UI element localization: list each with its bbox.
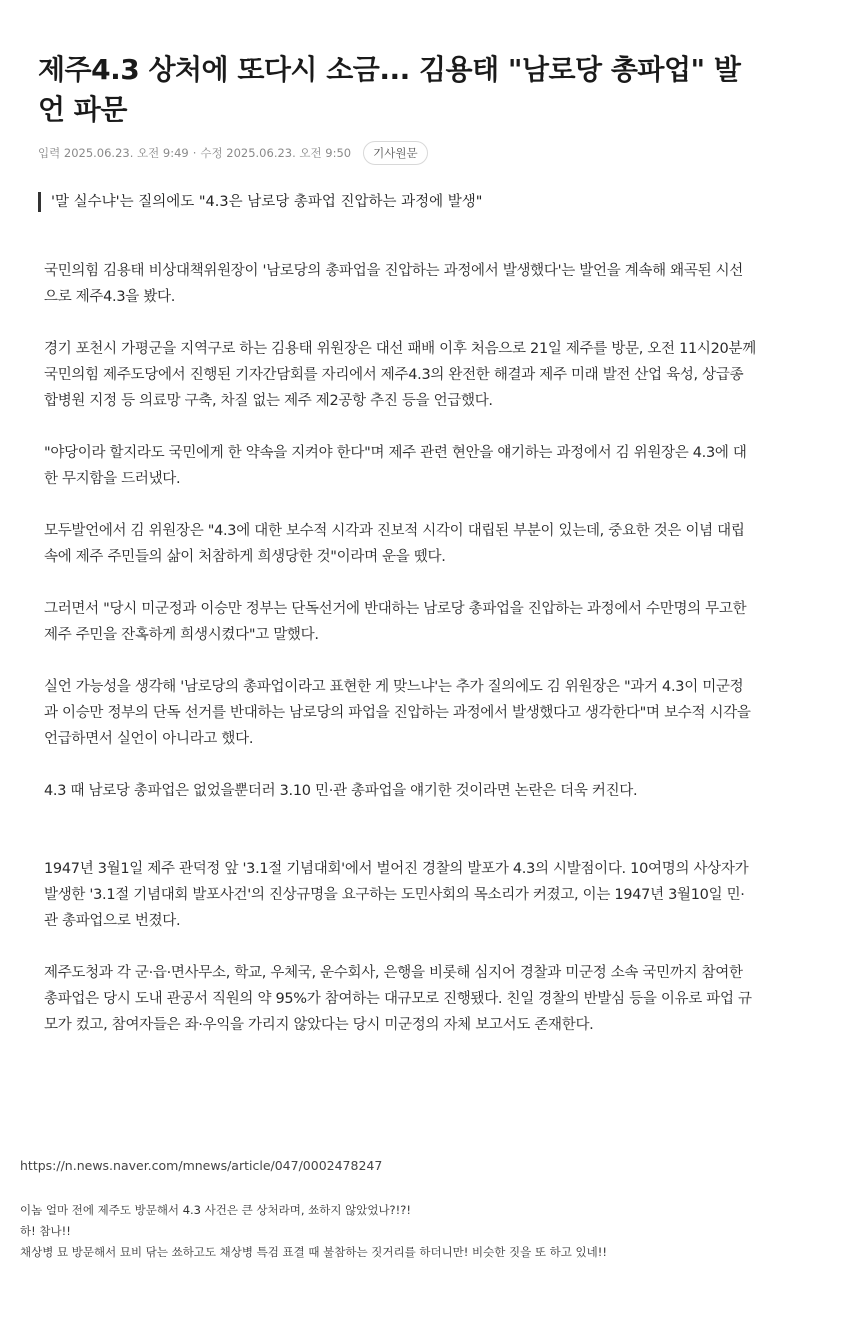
article-paragraph: 1947년 3월1일 제주 관덕정 앞 '3.1절 기념대회'에서 벌어진 경찰의 발포가 4.3의 시발점이다. 10여명의 사상자가 발생한 '3.1절 기념대회 발포사건'의 진상규명을 요구하는 도민사회의 목소리가 커졌고, 이는 1947년 3월10일 민·관 총파업으로 번졌다. (44, 861, 749, 929)
modified-date: 수정 2025.06.23. 오전 9:50 (200, 146, 352, 160)
comment-line: 하! 참나!! (20, 1224, 71, 1238)
article-paragraph: 경기 포천시 가평군을 지역구로 하는 김용태 위원장은 대선 패배 이후 처음으로 21일 제주를 방문, 오전 11시20분께 국민의힘 제주도당에서 진행된 기자간담회를 자리에서 제주4.3의 완전한 해결과 제주 미래 발전 산업 육성, 상급종합병원 지정 등 의료망 구축, 차질 없는 제주 제2공항 추진 등을 언급했다. (44, 341, 756, 409)
article-headline: 제주4.3 상처에 또다시 소금... 김용태 "남로당 총파업" 발언 파문 (38, 53, 741, 126)
original-article-button[interactable]: 기사원문 (363, 141, 427, 165)
article-subheading: '말 실수냐'는 질의에도 "4.3은 남로당 총파업 진압하는 과정에 발생" (38, 192, 758, 212)
comment-line: 이놈 얼마 전에 제주도 방문해서 4.3 사건은 큰 상처라며, 쑈하지 않았었나?!?! (20, 1203, 411, 1217)
article-paragraph: 모두발언에서 김 위원장은 "4.3에 대한 보수적 시각과 진보적 시각이 대립된 부분이 있는데, 중요한 것은 이념 대립 속에 제주 주민들의 삶이 처참하게 희생당한 것"이라며 운을 뗐다. (44, 523, 745, 565)
article-paragraph: "야당이라 할지라도 국민에게 한 약속을 지켜야 한다"며 제주 관련 현안을 얘기하는 과정에서 김 위원장은 4.3에 대한 무지함을 드러냈다. (44, 445, 747, 487)
article-paragraph: 제주도청과 각 군·읍·면사무소, 학교, 우체국, 운수회사, 은행을 비롯해 심지어 경찰과 미군정 소속 국민까지 참여한 총파업은 당시 도내 관공서 직원의 약 95%가 참여하는 대규모로 진행됐다. 친일 경찰의 반발심 등을 이유로 파업 규모가 컸고, 참여자들은 좌·우익을 가리지 않았다는 당시 미군정의 자체 보고서도 존재한다. (44, 965, 752, 1033)
article-paragraph: 4.3 때 남로당 총파업은 없었을뿐더러 3.10 민·관 총파업을 얘기한 것이라면 논란은 더욱 커진다. (44, 783, 638, 799)
article (38, 50, 758, 1064)
user-comment (20, 1200, 850, 1263)
comment-line: 채상병 묘 방문해서 묘비 닦는 쑈하고도 채상병 특검 표결 때 불참하는 짓거리를 하더니만! 비슷한 짓을 또 하고 있네!! (20, 1245, 607, 1259)
published-date: 입력 2025.06.23. 오전 9:49 (38, 146, 189, 160)
article-paragraph: 실언 가능성을 생각해 '남로당의 총파업이라고 표현한 게 맞느냐'는 추가 질의에도 김 위원장은 "과거 4.3이 미군정과 이승만 정부의 단독 선거를 반대하는 남로당의 파업을 진압하는 과정에서 발생했다고 생각한다"며 보수적 시각을 언급하면서 실언이 아니라고 했다. (44, 679, 751, 747)
source-url-link[interactable]: https://n.news.naver.com/mnews/article/047/0002478247 (20, 1158, 383, 1173)
article-paragraph: 국민의힘 김용태 비상대책위원장이 '남로당의 총파업을 진압하는 과정에서 발생했다'는 발언을 계속해 왜곡된 시선으로 제주4.3을 봤다. (44, 263, 743, 305)
article-paragraph: 그러면서 "당시 미군정과 이승만 정부는 단독선거에 반대하는 남로당 총파업을 진압하는 과정에서 수만명의 무고한 제주 주민을 잔혹하게 희생시켰다"고 말했다. (44, 601, 747, 643)
article-meta (38, 140, 758, 166)
article-body (38, 258, 756, 1038)
meta-separator: · (192, 146, 197, 160)
